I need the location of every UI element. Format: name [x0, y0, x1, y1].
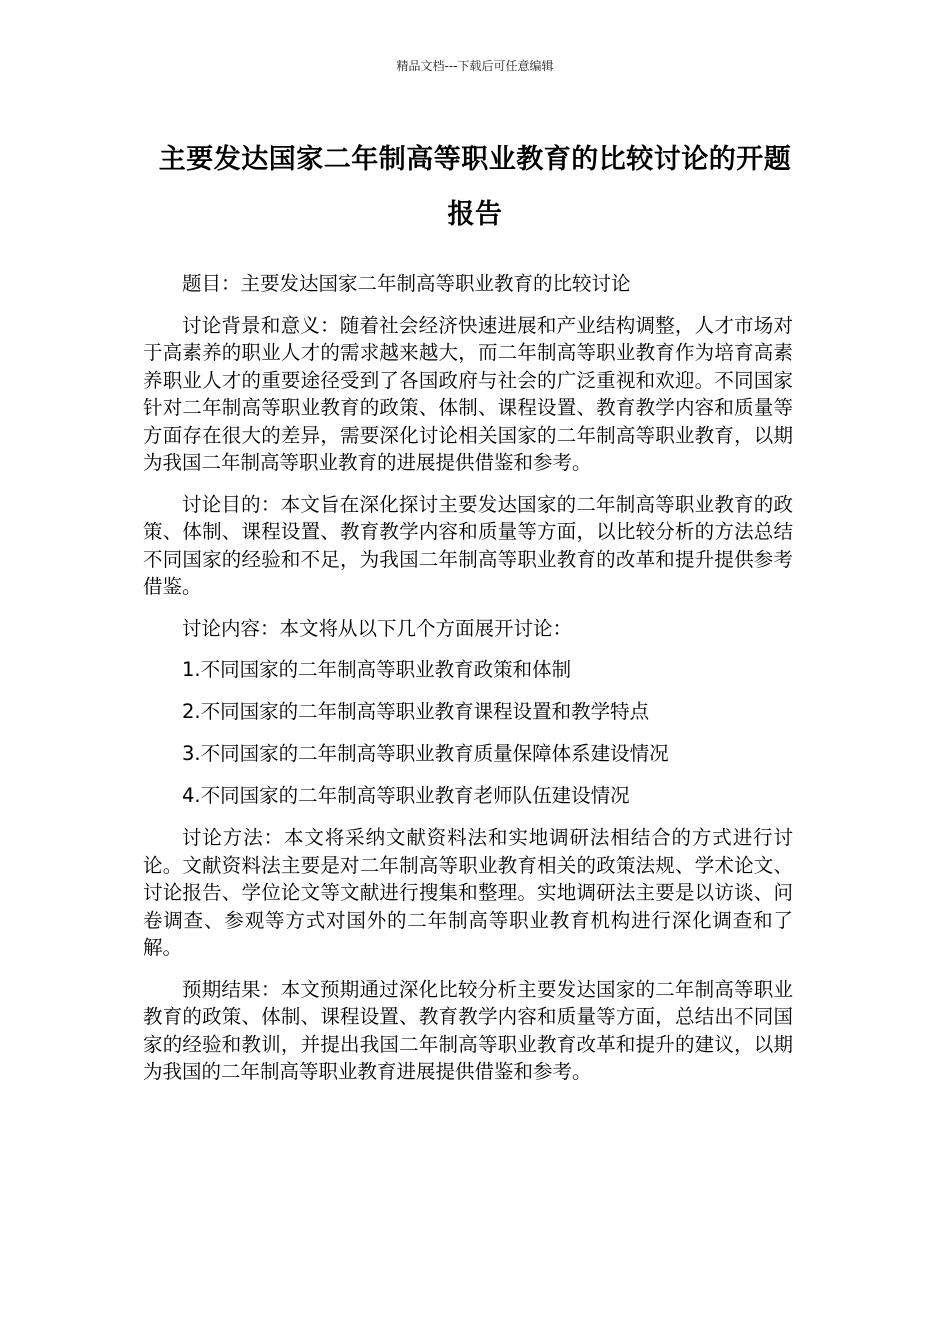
purpose-paragraph: 讨论目的：本文旨在深化探讨主要发达国家的二年制高等职业教育的政策、体制、课程设置、教育教学内容和质量等方面，以比较分析的方法总结不同国家的经验和不足，为我国二年制高等职业教育的改革和提升提供参考借鉴。 [143, 492, 793, 598]
content-item-2: 2.不同国家的二年制高等职业教育课程设置和教学特点 [182, 700, 650, 723]
document-body [143, 270, 793, 1100]
content-item-1: 1.不同国家的二年制高等职业教育政策和体制 [182, 658, 572, 681]
content-item-4: 4.不同国家的二年制高等职业教育老师队伍建设情况 [182, 784, 630, 807]
title-line-1: 主要发达国家二年制高等职业教育的比较讨论的开题 [158, 144, 792, 175]
method-paragraph: 讨论方法：本文将采纳文献资料法和实地调研法相结合的方式进行讨论。文献资料法主要是对二年制高等职业教育相关的政策法规、学术论文、讨论报告、学位论文等文献进行搜集和整理。实地调研法主要是以访谈、问卷调查、参观等方式对国外的二年制高等职业教育机构进行深化调查和了解。 [143, 826, 793, 959]
document-title [120, 132, 830, 242]
content-item-3: 3.不同国家的二年制高等职业教育质量保障体系建设情况 [182, 742, 669, 765]
topic-paragraph: 题目：主要发达国家二年制高等职业教育的比较讨论 [182, 272, 631, 295]
content-intro-paragraph: 讨论内容：本文将从以下几个方面展开讨论： [182, 616, 573, 640]
expected-results-paragraph: 预期结果：本文预期通过深化比较分析主要发达国家的二年制高等职业教育的政策、体制、课程设置、教育教学内容和质量等方面，总结出不同国家的经验和教训，并提出我国二年制高等职业教育改革和提升的建议，以期为我国的二年制高等职业教育进展提供借鉴和参考。 [143, 977, 793, 1083]
background-paragraph: 讨论背景和意义：随着社会经济快速进展和产业结构调整，人才市场对于高素养的职业人才的需求越来越大，而二年制高等职业教育作为培育高素养职业人才的重要途径受到了各国政府与社会的广泛重视和欢迎。不同国家针对二年制高等职业教育的政策、体制、课程设置、教育教学内容和质量等方面存在很大的差异，需要深化讨论相关国家的二年制高等职业教育，以期为我国二年制高等职业教育的进展提供借鉴和参考。 [143, 313, 793, 474]
title-line-2: 报告 [447, 199, 503, 230]
page-header: 精品文档---下载后可任意编辑 [396, 59, 554, 73]
